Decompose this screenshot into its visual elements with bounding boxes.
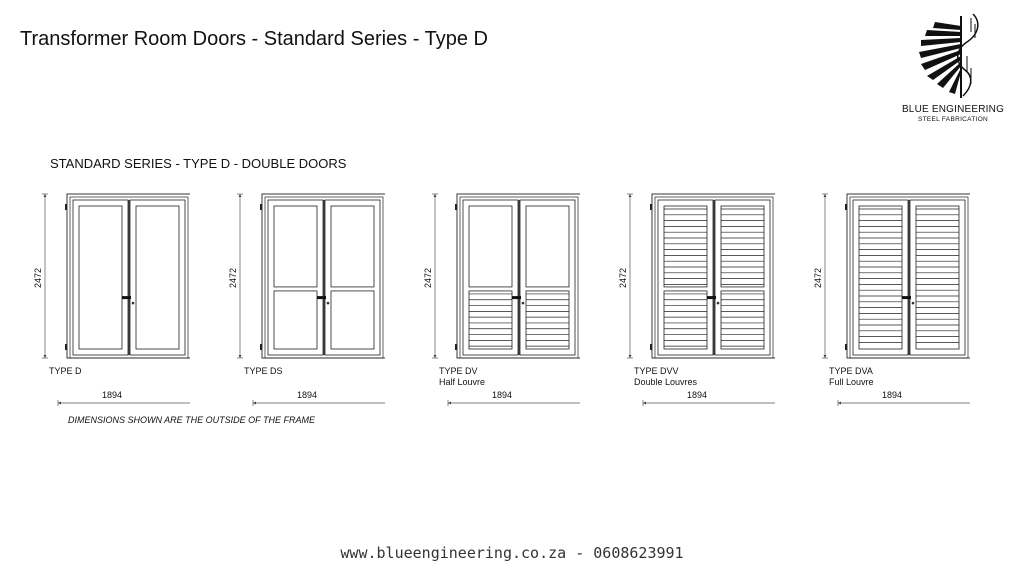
height-arrow-bottom [824,355,827,358]
height-dimension-label: 2472 [813,267,823,289]
door-handle [317,296,326,299]
lock-cylinder [717,302,720,305]
door-leaf [268,200,323,355]
door-leaf [658,200,713,355]
lock-cylinder [912,302,915,305]
door-type-ds [225,180,385,410]
door-leaf [910,200,965,355]
door-type-d [30,180,190,410]
louvre-panel-full [859,206,902,349]
logo-subtitle: STEEL FABRICATION [917,116,989,123]
door-handle [122,296,131,299]
width-dimension-label: 1894 [296,390,318,400]
width-dimension-label: 1894 [881,390,903,400]
height-dimension-label: 2472 [228,267,238,289]
height-arrow-top [44,194,47,197]
height-arrow-bottom [44,355,47,358]
height-arrow-bottom [629,355,632,358]
door-type-label: TYPE DVV [634,366,679,376]
spiral-staircase-icon [915,12,991,100]
company-logo [895,12,1011,130]
hinge [455,204,457,210]
width-dimension-label: 1894 [686,390,708,400]
door-panel-upper [274,206,317,287]
door-type-dv [420,180,580,410]
height-dimension-label: 2472 [423,267,433,289]
footer-contact: www.blueengineering.co.za - 0608623991 [340,544,684,562]
height-dimension-label: 2472 [618,267,628,289]
height-arrow-top [629,194,632,197]
door-type-label: TYPE DVA [829,366,873,376]
door-panel-lower [274,291,317,349]
width-arrow-left [448,402,451,405]
width-dimension-label: 1894 [101,390,123,400]
width-arrow-left [838,402,841,405]
lock-cylinder [132,302,135,305]
hinge [650,344,652,350]
door-leaf [715,200,770,355]
lock-cylinder [327,302,330,305]
height-arrow-bottom [239,355,242,358]
door-type-dva [810,180,970,410]
door-type-label: TYPE DV [439,366,478,376]
logo-brand-name: BLUE ENGINEERING [901,104,1005,115]
door-leaf [325,200,380,355]
hinge [65,344,67,350]
door-leaf [853,200,908,355]
louvre-panel-upper [664,206,707,287]
section-heading: STANDARD SERIES - TYPE D - DOUBLE DOORS [50,156,347,171]
louvre-panel-full [916,206,959,349]
width-dimension-label: 1894 [491,390,513,400]
door-leaf [463,200,518,355]
width-arrow-left [58,402,61,405]
door-panel [79,206,122,349]
door-panel-upper [469,206,512,287]
height-dimension-label: 2472 [33,267,43,289]
width-arrow-left [643,402,646,405]
dimensions-note: DIMENSIONS SHOWN ARE THE OUTSIDE OF THE FRAME [68,415,316,425]
door-type-label: TYPE D [49,366,82,376]
width-arrow-left [253,402,256,405]
door-leaf [73,200,128,355]
door-type-label: TYPE DS [244,366,283,376]
hinge [65,204,67,210]
hinge [455,344,457,350]
door-type-dvv [615,180,775,410]
door-type-subtitle: Full Louvre [829,377,874,387]
door-type-subtitle: Half Louvre [439,377,486,387]
door-panel-lower [331,291,374,349]
page-title: Transformer Room Doors - Standard Series - Type D [20,28,488,50]
height-arrow-bottom [434,355,437,358]
hinge [260,344,262,350]
door-panel [136,206,179,349]
door-handle [707,296,716,299]
height-arrow-top [239,194,242,197]
door-panel-upper [331,206,374,287]
door-handle [902,296,911,299]
hinge [260,204,262,210]
door-leaf [520,200,575,355]
hinge [650,204,652,210]
door-leaf [130,200,185,355]
height-arrow-top [824,194,827,197]
lock-cylinder [522,302,525,305]
hinge [845,204,847,210]
height-arrow-top [434,194,437,197]
door-type-subtitle: Double Louvres [634,377,698,387]
louvre-panel-upper [721,206,764,287]
door-handle [512,296,521,299]
door-panel-upper [526,206,569,287]
hinge [845,344,847,350]
